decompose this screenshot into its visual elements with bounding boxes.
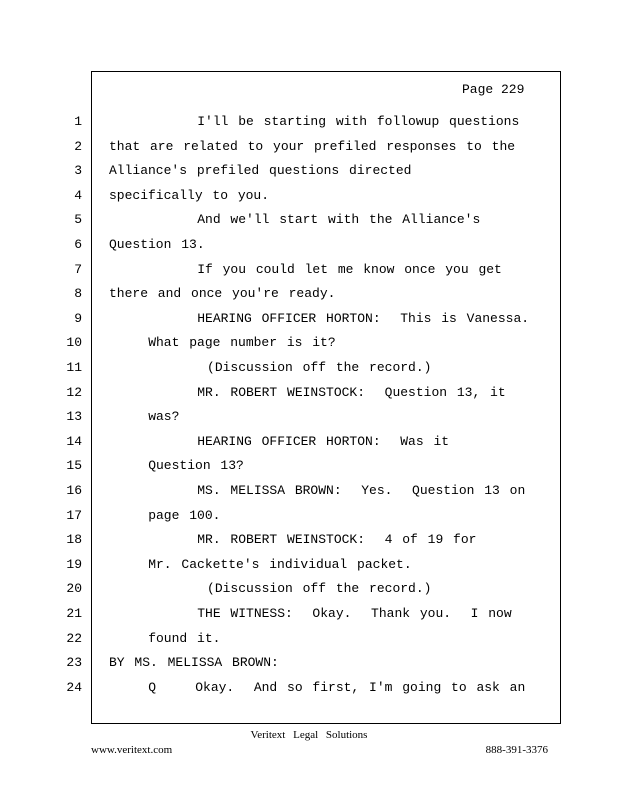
transcript-line: BY MS. MELISSA BROWN:	[109, 655, 279, 670]
transcript-line: Mr. Cackette's individual packet.	[109, 557, 412, 572]
transcript-line: MS. MELISSA BROWN: Yes. Question 13 on	[109, 483, 526, 498]
transcript-line: specifically to you.	[109, 188, 270, 203]
transcript-line: If you could let me know once you get	[109, 262, 502, 277]
page-number: Page 229	[462, 82, 525, 97]
transcript-line: And we'll start with the Alliance's	[109, 212, 481, 227]
line-number: 17	[66, 508, 82, 523]
line-number: 12	[66, 385, 82, 400]
transcript-line: found it.	[109, 631, 221, 646]
transcript-line: Question 13?	[109, 458, 244, 473]
transcript-line: MR. ROBERT WEINSTOCK: 4 of 19 for	[109, 532, 477, 547]
line-number: 23	[66, 655, 82, 670]
line-number: 8	[74, 286, 82, 301]
transcript-line: (Discussion off the record.)	[109, 581, 432, 596]
transcript-line: Q Okay. And so first, I'm going to ask an	[109, 680, 526, 695]
line-number: 18	[66, 532, 82, 547]
transcript-line: there and once you're ready.	[109, 286, 336, 301]
transcript-line: THE WITNESS: Okay. Thank you. I now	[109, 606, 512, 621]
line-number: 10	[66, 335, 82, 350]
line-number: 1	[74, 114, 82, 129]
line-number: 24	[66, 680, 82, 695]
line-number: 16	[66, 483, 82, 498]
transcript-line: HEARING OFFICER HORTON: Was it	[109, 434, 450, 449]
transcript-line: What page number is it?	[109, 335, 336, 350]
line-number: 15	[66, 458, 82, 473]
transcript-line: Question 13.	[109, 237, 205, 252]
footer-phone: 888-391-3376	[485, 744, 548, 756]
line-number: 9	[74, 311, 82, 326]
transcript-line: (Discussion off the record.)	[109, 360, 432, 375]
transcript-line: Alliance's prefiled questions directed	[109, 163, 412, 178]
transcript-line: MR. ROBERT WEINSTOCK: Question 13, it	[109, 385, 506, 400]
transcript-line: I'll be starting with followup questions	[109, 114, 520, 129]
line-number: 5	[74, 212, 82, 227]
line-number: 6	[74, 237, 82, 252]
line-number: 20	[66, 581, 82, 596]
line-number: 3	[74, 163, 82, 178]
line-number: 4	[74, 188, 82, 203]
transcript-line: that are related to your prefiled responses to the	[109, 139, 516, 154]
footer-company: Veritext Legal Solutions	[250, 729, 368, 741]
line-number: 22	[66, 631, 82, 646]
transcript-line: HEARING OFFICER HORTON: This is Vanessa.	[109, 311, 530, 326]
line-number: 21	[66, 606, 82, 621]
transcript-line: page 100.	[109, 508, 221, 523]
line-number: 7	[74, 262, 82, 277]
line-number: 14	[66, 434, 82, 449]
line-number: 11	[66, 360, 82, 375]
line-number: 19	[66, 557, 82, 572]
line-number: 13	[66, 409, 82, 424]
transcript-line: was?	[109, 409, 180, 424]
footer-website: www.veritext.com	[91, 744, 173, 756]
line-number: 2	[74, 139, 82, 154]
